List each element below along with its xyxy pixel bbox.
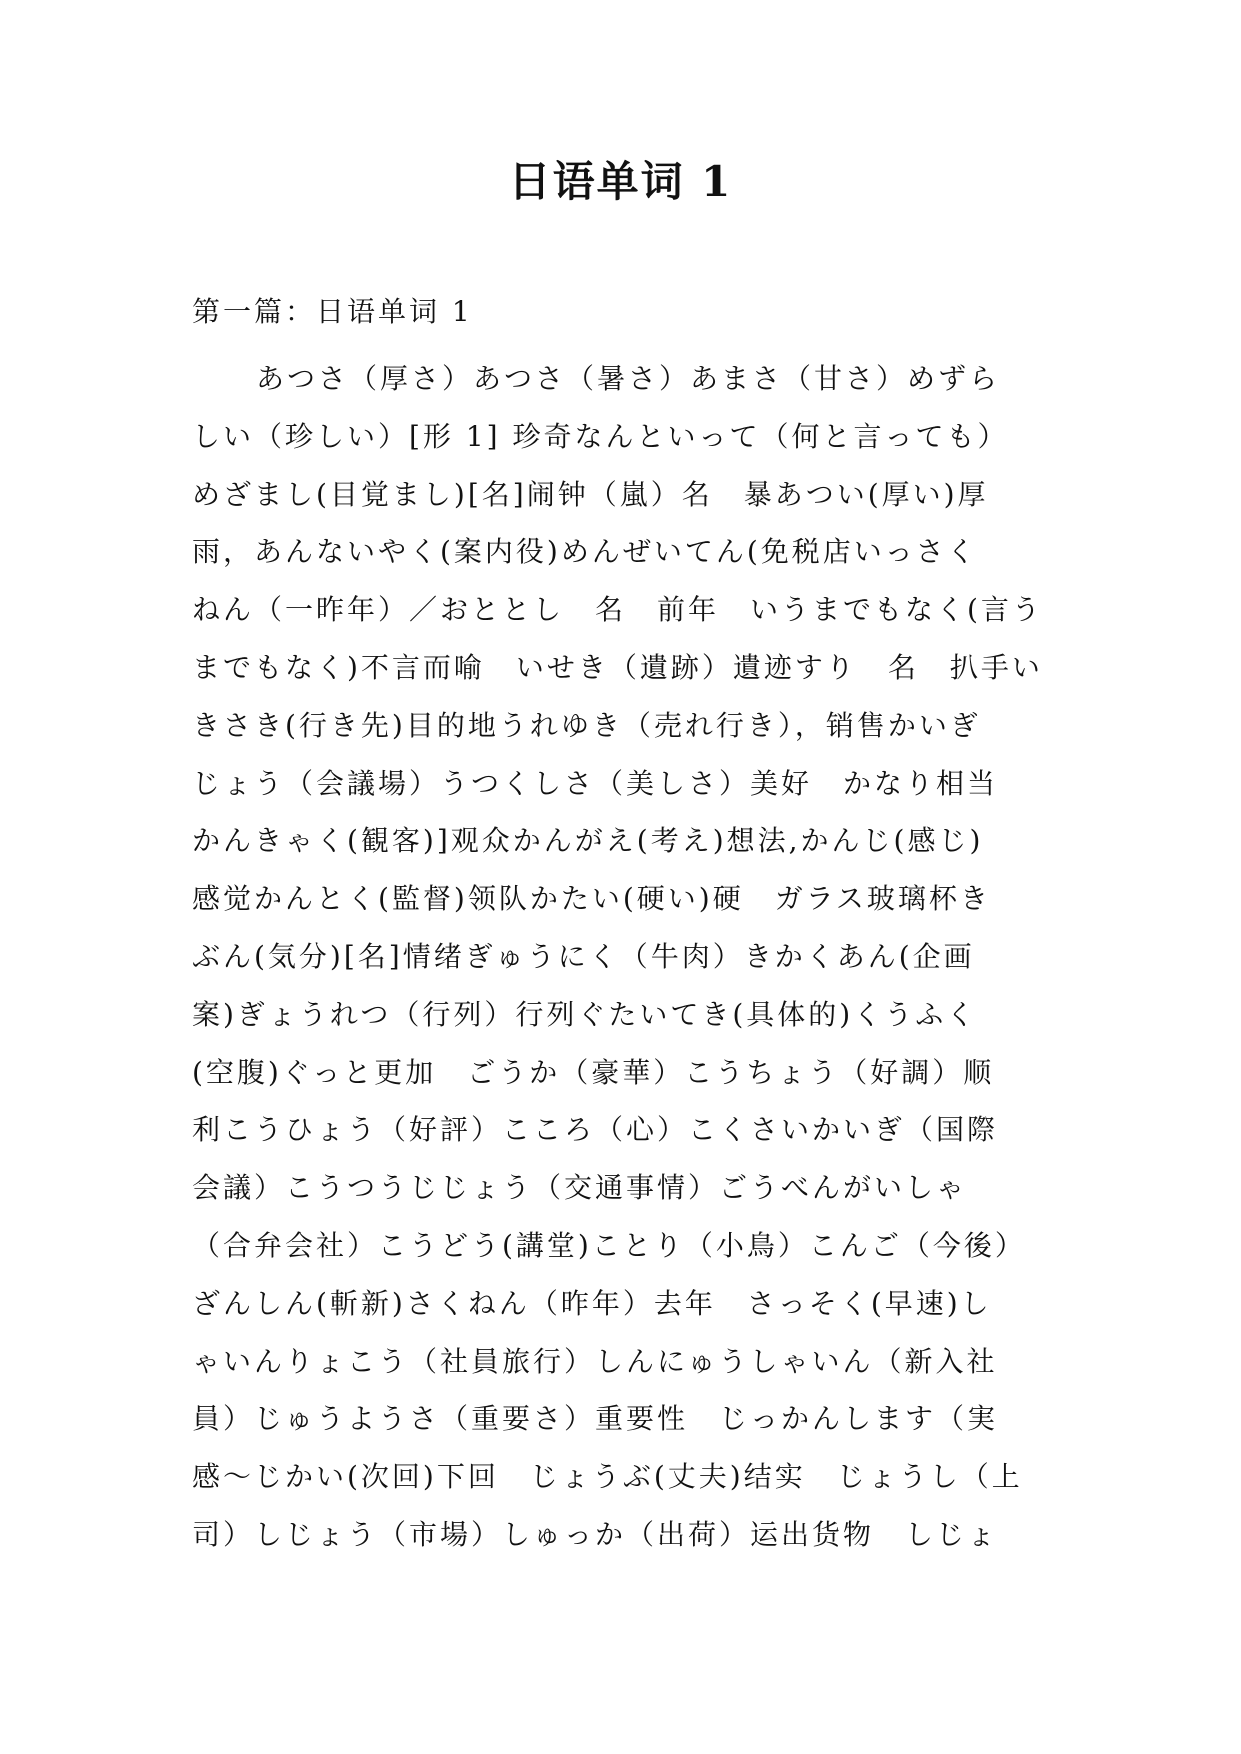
text-line: じょう（会議場）うつくしさ（美しさ）美好 かなり相当 — [192, 766, 999, 800]
document-title: 日语单词 1 — [508, 157, 733, 206]
text-line: 員）じゅうようさ（重要さ）重要性 じっかんします（実 — [192, 1402, 999, 1436]
text-line: 司）しじょう（市場）しゅっか（出荷）运出货物 しじょ — [192, 1517, 999, 1551]
text-line: ざんしん(斬新)さくねん（昨年）去年 さっそく(早速)し — [192, 1286, 992, 1320]
text-line: あつさ（厚さ）あつさ（暑さ）あまさ（甘さ）めずら — [256, 362, 1001, 395]
text-line: （合弁会社）こうどう(講堂)ことり（小鳥）こんご（今後） — [192, 1228, 1026, 1262]
text-line: しい（珍しい）[形 1] 珍奇なんといって（何と言っても） — [192, 419, 1009, 453]
text-line: 利こうひょう（好評）こころ（心）こくさいかいぎ（国際 — [192, 1113, 999, 1147]
text-line: までもなく)不言而喻 いせき（遺跡）遺迹すり 名 扒手い — [192, 650, 1043, 684]
text-line: ぶん(気分)[名]情绪ぎゅうにく（牛肉）きかくあん(企画 — [192, 939, 975, 973]
text-line: かんきゃく(観客)]观众かんがえ(考え)想法,かんじ(感じ) — [192, 824, 984, 858]
text-line: (空腹)ぐっと更加 ごうか（豪華）こうちょう（好調）顺 — [192, 1055, 995, 1089]
text-line: 会議）こうつうじじょう（交通事情）ごうべんがいしゃ — [192, 1171, 968, 1205]
text-line: ゃいんりょこう（社員旅行）しんにゅうしゃいん（新入社 — [192, 1344, 998, 1378]
text-line: 感觉かんとく(監督)领队かたい(硬い)硬 ガラス玻璃杯き — [192, 882, 991, 916]
text-line: きさき(行き先)目的地うれゆき（売れ行き），销售かいぎ — [192, 708, 981, 742]
text-line: 案)ぎょうれつ（行列）行列ぐたいてき(具体的)くうふく — [192, 997, 978, 1031]
text-line: 感～じかい(次回)下回 じょうぶ(丈夫)结实 じょうし（上 — [192, 1460, 1023, 1494]
text-line: めざまし(目覚まし)[名]闹钟（嵐）名 暴あつい(厚い)厚 — [192, 477, 989, 511]
text-line: 雨，あんないやく(案内役)めんぜいてん(免税店いっさく — [192, 535, 978, 569]
text-line: ねん（一昨年）／おととし 名 前年 いうまでもなく(言う — [192, 593, 1043, 627]
section-heading: 第一篇：日语单词 1 — [192, 295, 473, 328]
body-text — [192, 350, 1072, 1564]
